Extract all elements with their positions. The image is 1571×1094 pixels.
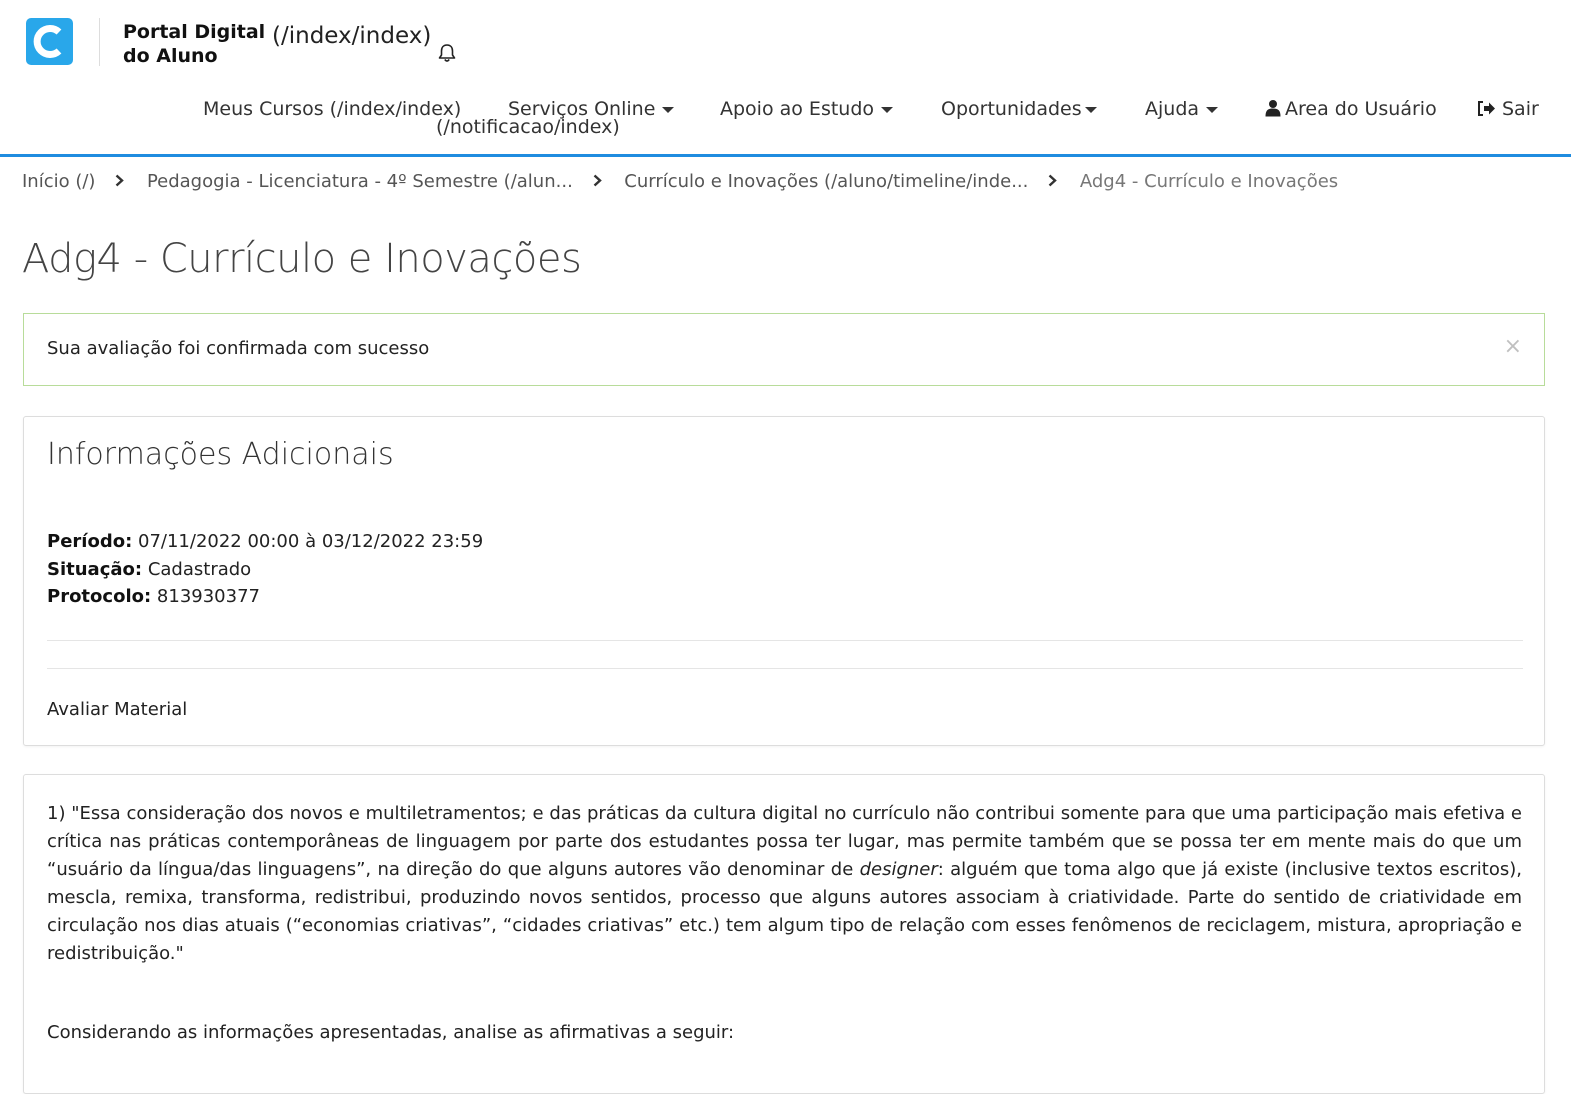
nav-area-usuario-label: Area do Usuário <box>1285 98 1437 120</box>
home-link[interactable]: (/index/index) <box>272 23 432 49</box>
caret-down-icon <box>881 107 893 113</box>
nav-oportunidades[interactable] <box>941 98 1097 120</box>
nav-meus-cursos[interactable]: Meus Cursos (/index/index) <box>203 98 462 120</box>
divider <box>47 640 1523 641</box>
nav-area-usuario[interactable] <box>1265 98 1437 122</box>
close-icon[interactable]: × <box>1503 334 1522 359</box>
caret-down-icon <box>1206 107 1218 113</box>
nav-ajuda-label: Ajuda <box>1145 98 1200 120</box>
brand-line-1: Portal Digital <box>123 21 266 43</box>
brand-title <box>123 20 265 68</box>
question-text <box>47 800 1522 968</box>
protocolo-label: Protocolo: <box>47 586 152 607</box>
question-text-part-1: 1) "Essa consideração dos novos e multiletramentos; e das práticas da cultura digital no currículo não contribui somente para que uma participação mais efetiva e crítica nas práticas contemporâneas de linguagem por parte dos estudantes possa ter lugar, mas permite também que se possa ter em mente mais do que um “usuário da língua/das linguagens”, na direção do que alguns autores vão denominar de <box>47 803 1522 880</box>
nav-apoio-label: Apoio ao Estudo <box>720 98 875 120</box>
caret-down-icon <box>662 107 674 113</box>
protocolo-value: 813930377 <box>156 586 260 607</box>
logo-c-icon[interactable] <box>26 18 73 65</box>
chevron-right-icon <box>1048 171 1057 192</box>
bell-icon[interactable] <box>436 42 458 68</box>
success-alert <box>23 313 1545 386</box>
nav-sair-label: Sair <box>1502 98 1539 120</box>
nav-servicos-online-label: Serviços Online <box>508 98 656 120</box>
nav-sair[interactable] <box>1477 98 1539 122</box>
breadcrumb <box>22 170 1338 196</box>
periodo-row <box>47 531 483 552</box>
caret-down-icon <box>1085 107 1097 113</box>
panel-title: Informações Adicionais <box>47 437 394 472</box>
top-navbar <box>0 0 1571 157</box>
chevron-right-icon <box>115 171 124 192</box>
nav-apoio-estudo[interactable] <box>720 98 893 120</box>
situacao-row <box>47 559 251 580</box>
question-text-part-2: : alguém que toma algo que já existe (inclusive textos escritos), mescla, remixa, transforma, redistribui, produzindo novos sentidos, processo que alguns autores associam à criatividade. Parte do sentido de criatividade em circulação nos dias atuais (“economias criativas”, “cidades criativas” etc.) tem algum tipo de relação com esses fenômenos de reciclagem, mistura, apropriação e redistribuição." <box>47 859 1522 964</box>
nav-notificacao-link[interactable]: (/notificacao/index) <box>436 116 620 138</box>
logo-separator <box>99 18 100 66</box>
chevron-right-icon <box>593 171 602 192</box>
question-panel <box>23 774 1545 1094</box>
breadcrumb-item-disciplina[interactable]: Currículo e Inovações (/aluno/timeline/inde... <box>624 170 1029 192</box>
question-text-italic: designer <box>859 859 938 880</box>
alert-message: Sua avaliação foi confirmada com sucesso <box>47 338 430 359</box>
situacao-label: Situação: <box>47 559 143 580</box>
periodo-value: 07/11/2022 00:00 à 03/12/2022 23:59 <box>138 531 484 552</box>
breadcrumb-item-curso[interactable]: Pedagogia - Licenciatura - 4º Semestre (/alun... <box>146 170 573 192</box>
avaliar-material-link[interactable]: Avaliar Material <box>47 699 188 720</box>
nav-ajuda[interactable] <box>1145 98 1218 120</box>
divider <box>47 668 1523 669</box>
brand-line-2: do Aluno <box>123 45 218 67</box>
nav-oportunidades-label: Oportunidades <box>941 98 1082 120</box>
periodo-label: Período: <box>47 531 133 552</box>
info-panel <box>23 416 1545 746</box>
page-title: Adg4 - Currículo e Inovações <box>22 236 582 282</box>
user-icon <box>1265 99 1281 122</box>
situacao-value: Cadastrado <box>147 559 252 580</box>
sign-out-icon <box>1477 100 1496 122</box>
breadcrumb-item-inicio[interactable]: Início (/) <box>22 170 96 192</box>
protocolo-row <box>47 586 260 607</box>
question-prompt: Considerando as informações apresentadas, analise as afirmativas a seguir: <box>47 1022 735 1043</box>
breadcrumb-item-current: Adg4 - Currículo e Inovações <box>1079 170 1339 192</box>
